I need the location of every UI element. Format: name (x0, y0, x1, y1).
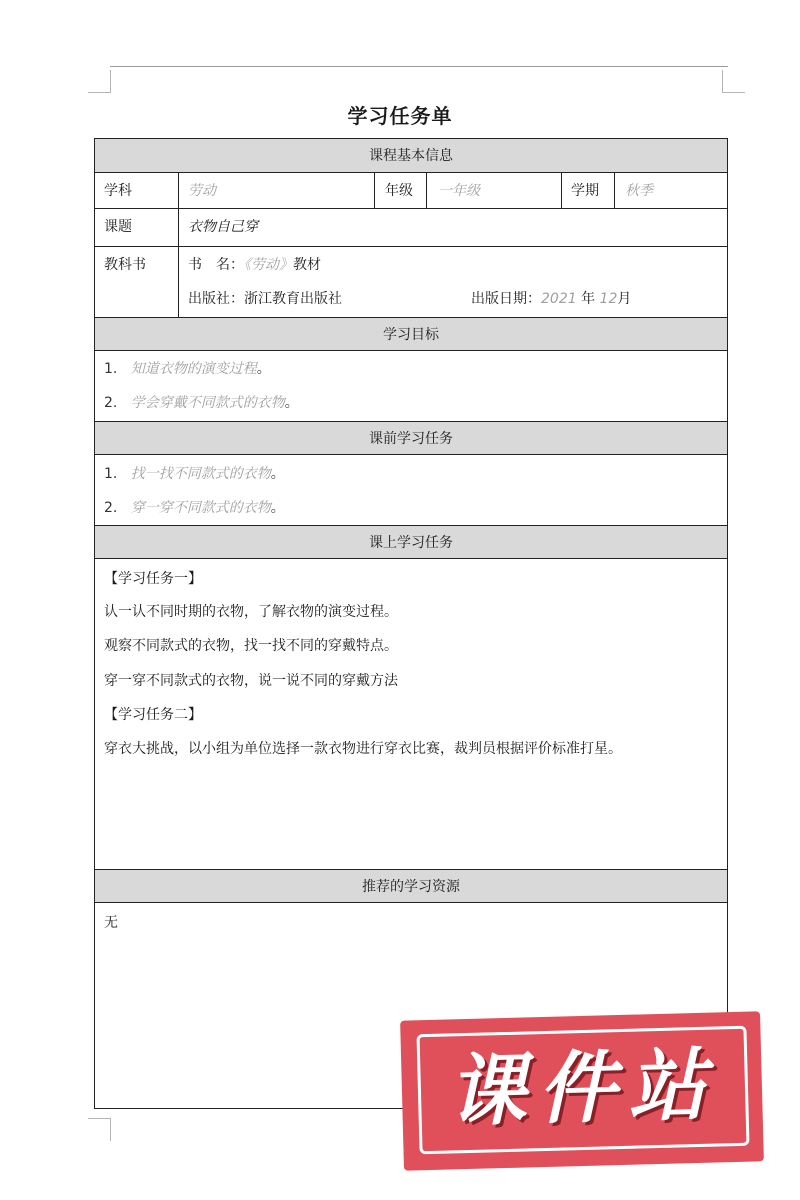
publisher-label: 出版社： (188, 291, 244, 307)
class-task-heading: 【学习任务二】 (104, 707, 202, 723)
pre-task-number: 2. (104, 500, 118, 516)
col-divider-label (178, 173, 179, 317)
task-sheet-table (94, 138, 728, 1109)
goal-text[interactable]: 知道衣物的演变过程 (130, 361, 257, 377)
term-label: 学期 (571, 183, 599, 199)
col-divider-term-value (614, 173, 615, 208)
book-name-suffix: 教材 (293, 257, 321, 273)
crop-mark-top-left (88, 70, 111, 93)
year-unit: 年 (581, 291, 596, 307)
watermark-logo-text: 课件站 (446, 1040, 720, 1138)
crop-mark-bottom-left (88, 1118, 111, 1141)
pre-task-end: 。 (270, 500, 285, 516)
pre-task-text[interactable]: 找一找不同款式的衣物 (130, 466, 271, 482)
section-pre-tasks: 课前学习任务 (95, 421, 727, 455)
section-resources: 推荐的学习资源 (95, 869, 727, 903)
row-divider (95, 246, 727, 247)
subject-value[interactable]: 劳动 (188, 183, 216, 199)
grade-value[interactable]: 一年级 (438, 183, 480, 199)
topic-label: 课题 (104, 219, 132, 235)
pre-task-item (104, 464, 285, 484)
resources-text[interactable]: 无 (104, 915, 118, 931)
section-goals: 学习目标 (95, 317, 727, 351)
pub-month[interactable]: 12 (599, 291, 618, 307)
pub-date-line (471, 289, 631, 309)
class-task-line[interactable]: 观察不同款式的衣物，找一找不同的穿戴特点。 (104, 638, 398, 654)
month-unit: 月 (617, 291, 632, 307)
pub-date-label: 出版日期： (471, 291, 541, 307)
goal-number: 2. (104, 395, 118, 411)
subject-label: 学科 (104, 183, 132, 199)
book-name-label: 书 名： (188, 257, 244, 273)
goal-end: 。 (256, 361, 271, 377)
pre-task-end: 。 (270, 466, 285, 482)
goal-end: 。 (284, 395, 299, 411)
book-name-value[interactable]: 《劳动》 (244, 257, 293, 273)
pre-task-number: 1. (104, 466, 118, 482)
page-title: 学习任务单 (347, 104, 453, 128)
pre-task-item (104, 498, 285, 518)
publisher-value[interactable]: 浙江教育出版社 (244, 291, 342, 307)
topic-value[interactable]: 衣物自己穿 (188, 219, 258, 235)
crop-mark-top-right (722, 70, 745, 93)
row-divider (95, 208, 727, 209)
page-top-rule (110, 66, 728, 67)
section-basic-info: 课程基本信息 (95, 139, 727, 173)
goal-item (104, 393, 299, 413)
term-value[interactable]: 秋季 (625, 183, 653, 199)
goal-text[interactable]: 学会穿戴不同款式的衣物 (130, 395, 285, 411)
goal-item (104, 359, 271, 379)
col-divider-term (561, 173, 562, 208)
class-task-heading: 【学习任务一】 (104, 571, 202, 587)
pub-year[interactable]: 2021 (541, 291, 577, 307)
col-divider-grade-value (426, 173, 427, 208)
class-task-line[interactable]: 穿一穿不同款式的衣物，说一说不同的穿戴方法 (104, 673, 398, 689)
book-name-line (188, 255, 321, 275)
grade-label: 年级 (385, 183, 413, 199)
class-task-line[interactable]: 穿衣大挑战，以小组为单位选择一款衣物进行穿衣比赛，裁判员根据评价标准打星。 (104, 741, 622, 757)
col-divider-grade (374, 173, 375, 208)
class-task-line[interactable]: 认一认不同时期的衣物，了解衣物的演变过程。 (104, 604, 398, 620)
goal-number: 1. (104, 361, 118, 377)
pre-task-text[interactable]: 穿一穿不同款式的衣物 (130, 500, 271, 516)
section-class-tasks: 课上学习任务 (95, 525, 727, 559)
publisher-line (188, 289, 342, 309)
textbook-label: 教科书 (104, 257, 146, 273)
